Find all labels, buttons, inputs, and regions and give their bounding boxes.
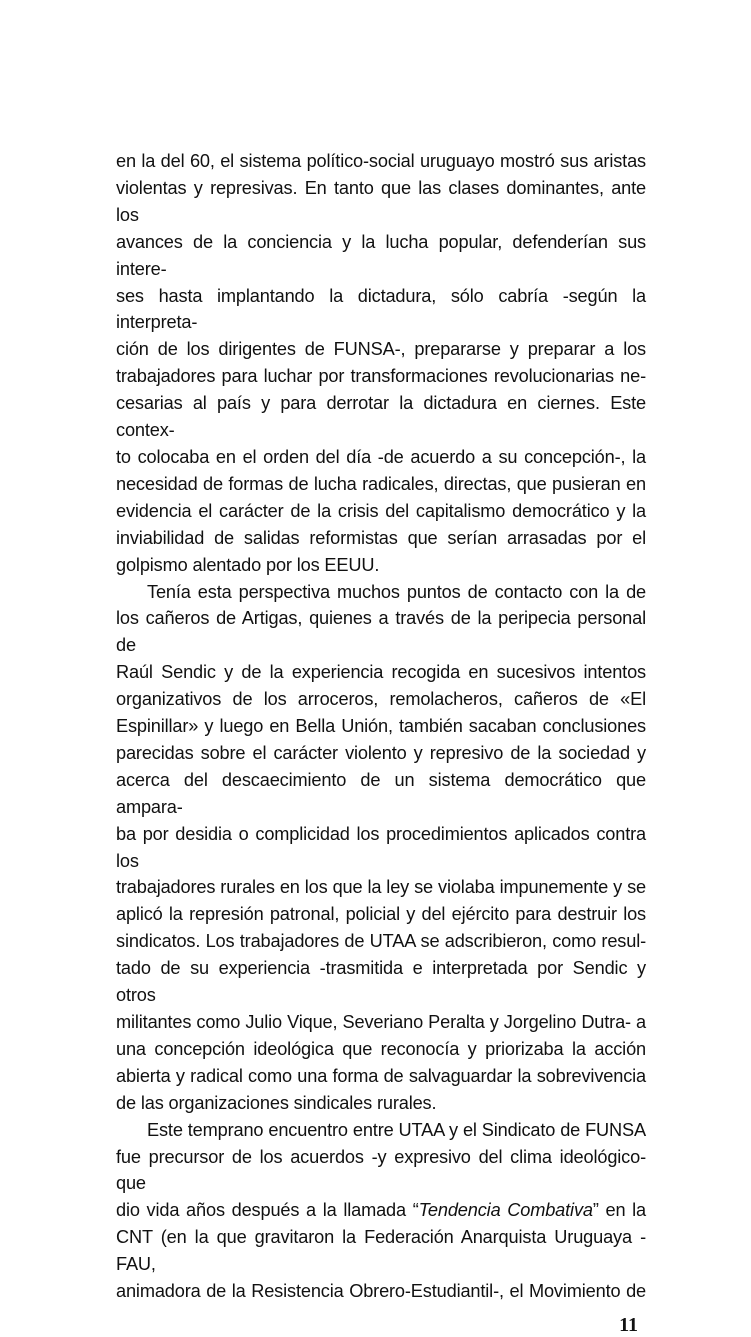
text-line: violentas y represivas. En tanto que las clases dominantes, ante los [116, 177, 646, 225]
text-line: ba por desidia o complicidad los procedimientos aplicados contra los [116, 823, 646, 871]
text-line: sindicatos. Los trabajadores de UTAA se adscribieron, como resul- [116, 931, 646, 952]
text-line: militantes como Julio Vique, Severiano Peralta y Jorgelino Dutra- a [116, 1012, 646, 1032]
text-line: de las organizaciones sindicales rurales. [116, 1092, 437, 1113]
body-text [116, 148, 646, 1305]
text-line: avances de la conciencia y la lucha popular, defenderían sus intere- [116, 231, 646, 279]
page-number: 11 [619, 1313, 638, 1336]
text-line: organizativos de los arroceros, remolacheros, cañeros de «El [116, 689, 646, 710]
text-line: una concepción ideológica que reconocía y priorizaba la acción [116, 1038, 646, 1059]
text-line: ción de los dirigentes de FUNSA-, prepararse y preparar a los [116, 339, 646, 360]
text-line: acerca del descaecimiento de un sistema democrático que ampara- [116, 769, 646, 817]
text-line: Raúl Sendic y de la experiencia recogida en sucesivos intentos [116, 662, 646, 683]
text-line: Tenía esta perspectiva muchos puntos de contacto con la de [147, 581, 646, 602]
text-span: ” en la [592, 1200, 647, 1221]
italic-phrase: Tendencia Combativa [418, 1200, 593, 1221]
text-line: animadora de la Resistencia Obrero-Estudiantil-, el Movimiento de [116, 1281, 646, 1302]
text-line: ses hasta implantando la dictadura, sólo cabría -según la interpreta- [116, 285, 646, 333]
text-line: tado de su experiencia -trasmitida e interpretada por Sendic y otros [116, 958, 646, 1006]
text-line: trabajadores rurales en los que la ley se violaba impunemente y se [116, 877, 646, 898]
text-line: los cañeros de Artigas, quienes a través de la peripecia personal de [116, 608, 646, 656]
text-line: en la del 60, el sistema político-social uruguayo mostró sus aristas [116, 151, 646, 171]
text-line: CNT (en la que gravitaron la Federación Anarquista Uruguaya -FAU, [116, 1227, 646, 1275]
text-line: parecidas sobre el carácter violento y represivo de la sociedad y [116, 742, 646, 763]
text-line: Espinillar» y luego en Bella Unión, también sacaban conclusiones [116, 716, 646, 737]
text-line: fue precursor de los acuerdos -y expresivo del clima ideológico- que [116, 1146, 646, 1194]
text-line: Este temprano encuentro entre UTAA y el Sindicato de FUNSA [147, 1119, 646, 1140]
text-line: to colocaba en el orden del día -de acuerdo a su concepción-, la [116, 446, 646, 467]
text-line: golpismo alentado por los EEUU. [116, 554, 380, 575]
page-content [116, 148, 646, 1337]
text-line: trabajadores para luchar por transformaciones revolucionarias ne- [116, 366, 646, 387]
text-line: cesarias al país y para derrotar la dictadura en ciernes. Este contex- [116, 393, 646, 441]
text-line: evidencia el carácter de la crisis del capitalismo democrático y la [116, 500, 646, 521]
text-line: abierta y radical como una forma de salvaguardar la sobrevivencia [116, 1065, 646, 1086]
text-line [116, 1197, 646, 1224]
text-line: necesidad de formas de lucha radicales, directas, que pusieran en [116, 473, 646, 494]
text-line: aplicó la represión patronal, policial y del ejército para destruir los [116, 904, 646, 925]
text-span: dio vida años después a la llamada “ [116, 1200, 419, 1221]
text-line: inviabilidad de salidas reformistas que serían arrasadas por el [116, 527, 646, 548]
